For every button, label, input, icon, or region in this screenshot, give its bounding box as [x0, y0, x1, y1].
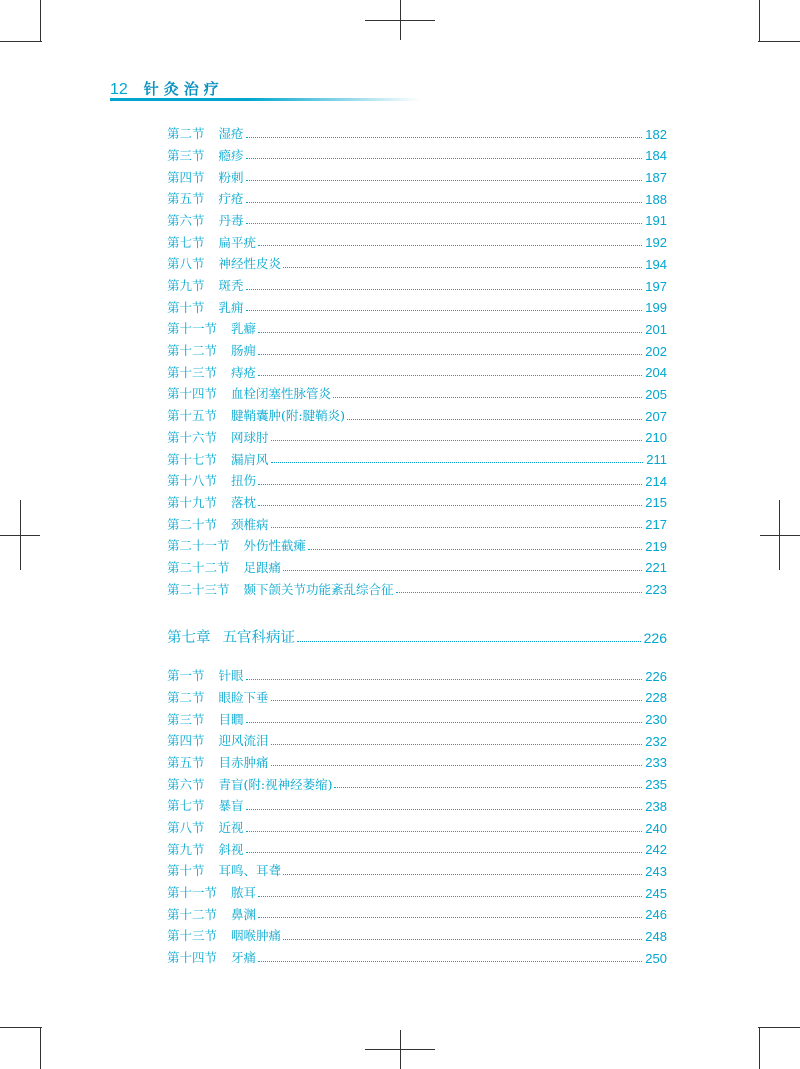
toc-list-a [167, 119, 667, 596]
section-title: 暴盲 [218, 798, 244, 814]
book-title: 针灸治疗 [143, 80, 224, 98]
page-ref: 188 [645, 191, 667, 207]
section-number: 第十一节 [167, 321, 218, 337]
section-number: 第七节 [167, 234, 205, 250]
running-header [110, 78, 224, 99]
section-number: 第十二节 [167, 906, 218, 922]
section-title: 血栓闭塞性脉管炎 [231, 386, 332, 402]
toc-entry[interactable] [167, 704, 667, 726]
section-title: 目赤肿痛 [218, 754, 269, 770]
leader-dots [246, 852, 643, 853]
page-ref: 248 [645, 928, 667, 944]
section-number: 第三节 [167, 147, 205, 163]
leader-dots [283, 874, 642, 875]
page-ref: 211 [646, 452, 667, 467]
chapter-title: 五官科病证 [222, 629, 295, 646]
leader-dots [271, 700, 643, 701]
section-title: 目瞤 [218, 711, 244, 727]
toc-entry[interactable] [167, 531, 667, 553]
leader-dots [258, 917, 642, 918]
section-title: 网球肘 [231, 429, 269, 445]
leader-dots [246, 809, 643, 810]
section-number: 第三节 [167, 711, 205, 727]
leader-dots [258, 354, 642, 355]
page-ref: 246 [645, 907, 667, 923]
page-ref: 250 [645, 950, 667, 966]
toc-entry[interactable] [167, 184, 667, 206]
section-number: 第五节 [167, 191, 205, 207]
section-title: 针眼 [218, 668, 244, 684]
section-number: 第十节 [167, 863, 205, 879]
toc-entry[interactable] [167, 466, 667, 488]
section-title: 湿疮 [218, 126, 244, 142]
toc-entry[interactable] [167, 358, 667, 380]
section-title: 痔疮 [231, 364, 257, 380]
leader-dots [308, 549, 642, 550]
toc-entry[interactable] [167, 423, 667, 445]
page-ref: 243 [645, 863, 667, 879]
page-ref: 215 [645, 495, 667, 511]
section-title: 疔疮 [218, 191, 244, 207]
leader-dots [246, 722, 643, 723]
section-title: 耳鸣、耳聋 [218, 863, 282, 879]
toc-entry[interactable] [167, 162, 667, 184]
section-number: 第二节 [167, 126, 205, 142]
section-number: 第二十节 [167, 516, 218, 532]
page-ref: 204 [645, 365, 667, 381]
toc-entry[interactable] [167, 401, 667, 423]
section-title: 颈椎病 [231, 516, 269, 532]
leader-dots [246, 223, 643, 224]
toc-entry[interactable] [167, 141, 667, 163]
leader-dots [271, 765, 643, 766]
toc-entry[interactable] [167, 227, 667, 249]
toc-entry[interactable] [167, 336, 667, 358]
leader-dots [283, 939, 642, 940]
section-number: 第十二节 [167, 343, 218, 359]
section-title: 斜视 [218, 841, 244, 857]
toc-entry[interactable] [167, 856, 667, 878]
toc-entry[interactable] [167, 379, 667, 401]
leader-dots [334, 787, 642, 788]
section-number: 第四节 [167, 169, 205, 185]
leader-dots [347, 419, 642, 420]
toc-entry[interactable] [167, 921, 667, 943]
section-number: 第十八节 [167, 473, 218, 489]
section-number: 第十三节 [167, 928, 218, 944]
page-ref: 230 [645, 712, 667, 728]
toc-entry[interactable] [167, 683, 667, 705]
toc-entry[interactable] [167, 748, 667, 770]
leader-dots [283, 570, 642, 571]
toc-entry[interactable] [167, 509, 667, 531]
toc-entry[interactable] [167, 835, 667, 857]
toc-entry[interactable] [167, 249, 667, 271]
section-title: 咽喉肿痛 [231, 928, 282, 944]
toc-entry[interactable] [167, 206, 667, 228]
page-ref: 197 [645, 278, 667, 294]
section-number: 第六节 [167, 776, 205, 792]
leader-dots [246, 831, 643, 832]
toc-entry[interactable] [167, 444, 667, 466]
section-number: 第八节 [167, 820, 205, 835]
section-title: 扭伤 [231, 473, 257, 489]
section-title: 近视 [218, 820, 244, 835]
leader-dots [258, 505, 642, 506]
leader-dots [246, 202, 643, 203]
leader-dots [258, 245, 642, 246]
toc-entry[interactable] [167, 553, 667, 575]
leader-dots [258, 375, 642, 376]
page-ref: 226 [645, 668, 667, 684]
section-number: 第七节 [167, 798, 205, 814]
leader-dots [258, 332, 642, 333]
section-title: 乳痈 [218, 299, 244, 315]
section-title: 扁平疣 [218, 234, 257, 250]
page-ref: 184 [645, 148, 667, 164]
toc-entry[interactable] [167, 574, 667, 596]
page-ref: 242 [645, 842, 667, 858]
page-ref: 187 [645, 170, 667, 186]
chapter-label: 第七章 [167, 629, 211, 646]
page-ref: 235 [645, 777, 667, 793]
page-ref: 210 [645, 430, 667, 446]
page-ref: 238 [645, 798, 667, 814]
page-ref: 228 [645, 690, 667, 706]
toc-entry[interactable] [167, 661, 667, 683]
page-ref: 201 [645, 321, 667, 337]
toc-entry[interactable] [167, 791, 667, 813]
leader-dots [283, 267, 642, 268]
section-number: 第十五节 [167, 408, 218, 424]
page-ref: 205 [645, 386, 667, 402]
page-ref: 191 [645, 213, 667, 229]
section-number: 第六节 [167, 212, 205, 228]
section-title: 粉刺 [218, 169, 244, 185]
toc-entry[interactable] [167, 271, 667, 293]
leader-dots [246, 158, 643, 159]
leader-dots [246, 310, 643, 311]
section-title: 乳癖 [231, 321, 257, 337]
section-number: 第十四节 [167, 386, 218, 402]
toc-entry[interactable] [167, 119, 667, 141]
leader-dots [258, 961, 642, 962]
section-number: 第十七节 [167, 451, 218, 467]
section-number: 第十四节 [167, 950, 218, 966]
section-title: 鼻渊 [231, 906, 257, 922]
chapter-entry[interactable] [167, 621, 667, 645]
leader-dots [246, 679, 643, 680]
section-title: 青盲(附:视神经萎缩) [218, 776, 333, 792]
chapter-page: 226 [643, 630, 667, 646]
page-ref: 232 [645, 733, 667, 749]
toc-entry[interactable] [167, 900, 667, 922]
leader-dots [271, 744, 643, 745]
toc-entry[interactable] [167, 813, 667, 835]
chapter-block [167, 621, 667, 645]
section-title: 丹毒 [218, 212, 244, 228]
leader-dots [271, 440, 643, 441]
page-ref: 233 [645, 755, 667, 771]
section-title: 漏肩风 [231, 451, 269, 467]
leader-dots [258, 484, 642, 485]
page-ref: 221 [645, 560, 667, 576]
page-ref: 240 [645, 820, 667, 836]
section-number: 第十六节 [167, 429, 218, 445]
leader-dots [396, 592, 643, 593]
leader-dots [297, 641, 641, 642]
section-number: 第二节 [167, 689, 205, 705]
leader-dots [271, 527, 643, 528]
page-ref: 245 [645, 885, 667, 901]
toc-entry[interactable] [167, 293, 667, 315]
section-number: 第十节 [167, 299, 205, 315]
toc-entry[interactable] [167, 314, 667, 336]
section-title: 足跟痛 [243, 559, 282, 575]
section-title: 外伤性截瘫 [243, 538, 307, 554]
section-title: 迎风流泪 [218, 733, 269, 749]
section-title: 落枕 [231, 494, 257, 510]
section-title: 腱鞘囊肿(附:腱鞘炎) [231, 408, 345, 424]
page-ref: 214 [645, 473, 667, 489]
page-ref: 182 [645, 126, 667, 142]
leader-dots [246, 180, 643, 181]
leader-dots [333, 397, 642, 398]
page-ref: 194 [645, 256, 667, 272]
section-title: 斑秃 [218, 278, 244, 293]
section-number: 第二十一节 [167, 538, 230, 554]
section-number: 第十三节 [167, 364, 218, 380]
section-number: 第九节 [167, 278, 205, 293]
section-title: 脓耳 [231, 885, 257, 901]
page-ref: 192 [645, 235, 667, 251]
section-number: 第九节 [167, 841, 205, 857]
page-number: 12 [110, 81, 128, 98]
section-number: 第十一节 [167, 885, 218, 901]
section-number: 第十九节 [167, 494, 218, 510]
toc-entry[interactable] [167, 943, 667, 965]
toc-entry[interactable] [167, 878, 667, 900]
section-title: 眼睑下垂 [218, 689, 269, 705]
leader-dots [246, 137, 643, 138]
section-title: 神经性皮炎 [218, 256, 282, 272]
page-ref: 219 [645, 538, 667, 554]
toc-entry[interactable] [167, 726, 667, 748]
section-title: 瘾疹 [218, 147, 244, 163]
leader-dots [258, 896, 642, 897]
page-ref: 223 [645, 582, 667, 598]
page-ref: 199 [645, 300, 667, 316]
page-ref: 202 [645, 343, 667, 359]
page-ref: 217 [645, 517, 667, 533]
section-title: 肠痈 [231, 343, 257, 359]
toc-list-b [167, 661, 667, 965]
section-title: 颞下颌关节功能紊乱综合征 [243, 581, 394, 597]
toc-entry[interactable] [167, 488, 667, 510]
section-number: 第一节 [167, 668, 205, 684]
section-number: 第二十二节 [167, 559, 230, 575]
leader-dots [246, 289, 643, 290]
toc-entry[interactable] [167, 769, 667, 791]
section-number: 第八节 [167, 256, 205, 272]
header-rule [110, 98, 420, 101]
page-ref: 207 [645, 408, 667, 424]
section-number: 第四节 [167, 733, 205, 749]
section-title: 牙痛 [231, 950, 257, 966]
section-number: 第五节 [167, 754, 205, 770]
section-number: 第二十三节 [167, 581, 230, 597]
leader-dots [271, 462, 644, 463]
